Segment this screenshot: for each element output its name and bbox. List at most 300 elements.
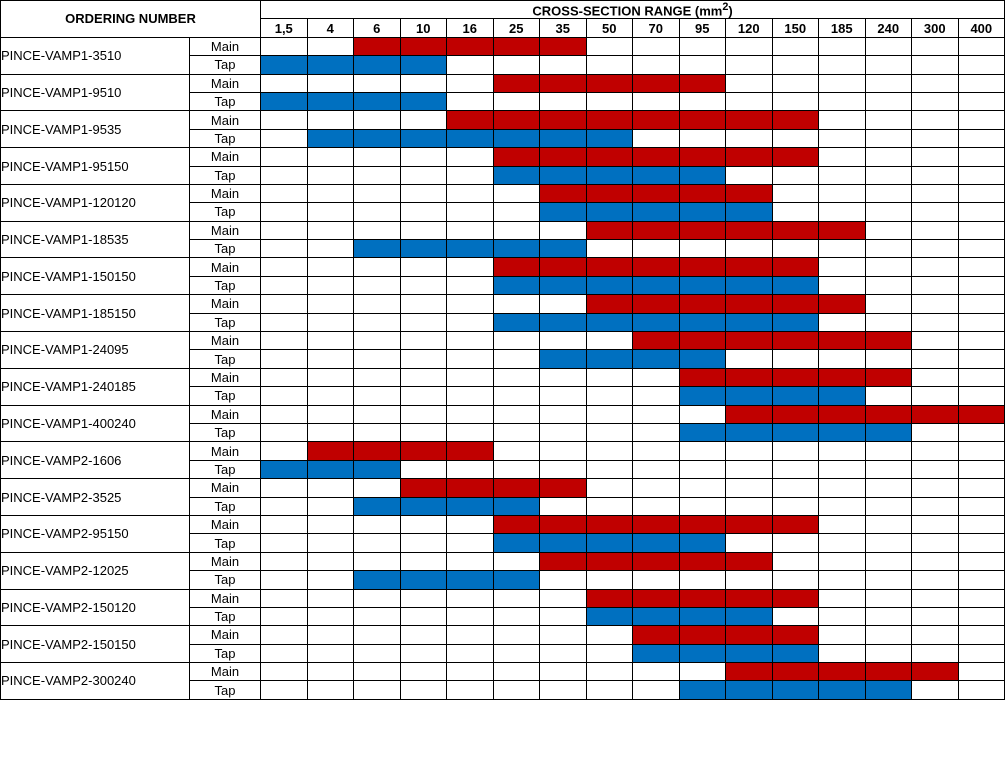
empty-cell (958, 74, 1005, 92)
empty-cell (307, 368, 354, 386)
empty-cell (307, 350, 354, 368)
main-range-cell (819, 368, 866, 386)
empty-cell (958, 589, 1005, 607)
empty-cell (307, 332, 354, 350)
tap-label: Tap (190, 534, 261, 552)
tap-range-cell (772, 644, 819, 662)
empty-cell (865, 626, 912, 644)
empty-cell (819, 166, 866, 184)
empty-cell (540, 295, 587, 313)
empty-cell (865, 350, 912, 368)
ordering-number-header: ORDERING NUMBER (1, 1, 261, 38)
empty-cell (865, 37, 912, 55)
cross-section-range-label: CROSS-SECTION RANGE (mm (532, 3, 723, 19)
main-row (1, 552, 1005, 570)
tap-range-cell (633, 644, 680, 662)
empty-cell (540, 56, 587, 74)
empty-cell (912, 644, 959, 662)
empty-cell (261, 295, 308, 313)
empty-cell (912, 276, 959, 294)
tap-range-cell (493, 313, 540, 331)
empty-cell (772, 442, 819, 460)
empty-cell (865, 203, 912, 221)
empty-cell (679, 92, 726, 110)
empty-cell (261, 332, 308, 350)
empty-cell (447, 626, 494, 644)
main-range-cell (772, 295, 819, 313)
empty-cell (865, 258, 912, 276)
empty-cell (586, 460, 633, 478)
cross-section-range-header (261, 1, 1005, 19)
empty-cell (261, 607, 308, 625)
tap-range-cell (493, 276, 540, 294)
empty-cell (493, 221, 540, 239)
empty-cell (447, 295, 494, 313)
empty-cell (261, 589, 308, 607)
empty-cell (400, 148, 447, 166)
tap-range-cell (679, 423, 726, 441)
empty-cell (958, 295, 1005, 313)
empty-cell (912, 497, 959, 515)
empty-cell (958, 111, 1005, 129)
tap-label: Tap (190, 166, 261, 184)
empty-cell (447, 56, 494, 74)
tap-label: Tap (190, 276, 261, 294)
empty-cell (354, 515, 401, 533)
empty-cell (447, 644, 494, 662)
empty-cell (958, 129, 1005, 147)
empty-cell (586, 644, 633, 662)
tap-range-cell (400, 92, 447, 110)
empty-cell (447, 552, 494, 570)
empty-cell (958, 479, 1005, 497)
empty-cell (354, 184, 401, 202)
main-row (1, 258, 1005, 276)
empty-cell (261, 663, 308, 681)
tap-range-cell (400, 240, 447, 258)
main-row (1, 368, 1005, 386)
empty-cell (447, 203, 494, 221)
main-range-cell (586, 258, 633, 276)
empty-cell (912, 92, 959, 110)
tap-range-cell (726, 644, 773, 662)
empty-cell (307, 607, 354, 625)
empty-cell (354, 368, 401, 386)
tap-label: Tap (190, 203, 261, 221)
main-label: Main (190, 479, 261, 497)
empty-cell (958, 571, 1005, 589)
tap-range-cell (726, 313, 773, 331)
main-range-cell (586, 589, 633, 607)
main-row (1, 184, 1005, 202)
empty-cell (307, 240, 354, 258)
main-range-cell (354, 442, 401, 460)
empty-cell (865, 56, 912, 74)
main-range-cell (540, 258, 587, 276)
tap-range-cell (819, 423, 866, 441)
main-label: Main (190, 626, 261, 644)
empty-cell (958, 626, 1005, 644)
empty-cell (633, 460, 680, 478)
empty-cell (726, 479, 773, 497)
tap-label: Tap (190, 607, 261, 625)
tap-range-cell (679, 313, 726, 331)
main-range-cell (726, 111, 773, 129)
tap-range-cell (400, 56, 447, 74)
empty-cell (540, 332, 587, 350)
main-range-cell (354, 37, 401, 55)
main-range-cell (772, 663, 819, 681)
empty-cell (912, 350, 959, 368)
tap-range-cell (354, 56, 401, 74)
empty-cell (958, 350, 1005, 368)
empty-cell (865, 589, 912, 607)
tap-range-cell (261, 56, 308, 74)
main-range-cell (679, 221, 726, 239)
empty-cell (307, 663, 354, 681)
empty-cell (307, 276, 354, 294)
empty-cell (865, 552, 912, 570)
tap-range-cell (261, 92, 308, 110)
empty-cell (865, 92, 912, 110)
empty-cell (819, 129, 866, 147)
tap-range-cell (633, 313, 680, 331)
main-range-cell (958, 405, 1005, 423)
main-label: Main (190, 74, 261, 92)
empty-cell (633, 663, 680, 681)
empty-cell (772, 37, 819, 55)
tap-range-cell (633, 276, 680, 294)
empty-cell (307, 258, 354, 276)
empty-cell (865, 497, 912, 515)
tap-label: Tap (190, 92, 261, 110)
empty-cell (307, 479, 354, 497)
empty-cell (261, 184, 308, 202)
empty-cell (586, 423, 633, 441)
main-range-cell (679, 552, 726, 570)
empty-cell (447, 534, 494, 552)
empty-cell (400, 313, 447, 331)
empty-cell (633, 240, 680, 258)
empty-cell (958, 148, 1005, 166)
empty-cell (261, 221, 308, 239)
empty-cell (865, 607, 912, 625)
empty-cell (261, 166, 308, 184)
empty-cell (726, 56, 773, 74)
main-row (1, 295, 1005, 313)
tap-range-cell (772, 387, 819, 405)
empty-cell (307, 295, 354, 313)
main-label: Main (190, 184, 261, 202)
empty-cell (912, 313, 959, 331)
empty-cell (400, 258, 447, 276)
empty-cell (958, 552, 1005, 570)
empty-cell (679, 56, 726, 74)
ordering-number: PINCE-VAMP2-1606 (1, 442, 190, 479)
empty-cell (912, 681, 959, 699)
empty-cell (400, 515, 447, 533)
main-range-cell (726, 626, 773, 644)
empty-cell (865, 276, 912, 294)
empty-cell (679, 460, 726, 478)
empty-cell (865, 442, 912, 460)
empty-cell (819, 460, 866, 478)
main-range-cell (865, 332, 912, 350)
size-header: 120 (726, 19, 773, 37)
main-label: Main (190, 111, 261, 129)
main-label: Main (190, 295, 261, 313)
empty-cell (772, 571, 819, 589)
empty-cell (958, 368, 1005, 386)
ordering-number: PINCE-VAMP1-24095 (1, 332, 190, 369)
empty-cell (261, 442, 308, 460)
size-header: 400 (958, 19, 1005, 37)
empty-cell (912, 607, 959, 625)
main-range-cell (679, 626, 726, 644)
tap-range-cell (307, 92, 354, 110)
empty-cell (540, 644, 587, 662)
empty-cell (912, 221, 959, 239)
empty-cell (586, 332, 633, 350)
empty-cell (493, 681, 540, 699)
empty-cell (261, 111, 308, 129)
tap-label: Tap (190, 681, 261, 699)
tap-range-cell (586, 607, 633, 625)
empty-cell (261, 37, 308, 55)
empty-cell (493, 368, 540, 386)
empty-cell (586, 442, 633, 460)
empty-cell (261, 203, 308, 221)
empty-cell (819, 552, 866, 570)
main-range-cell (679, 295, 726, 313)
empty-cell (958, 276, 1005, 294)
empty-cell (912, 74, 959, 92)
product-rows (1, 37, 1005, 699)
tap-range-cell (679, 607, 726, 625)
tap-label: Tap (190, 129, 261, 147)
main-range-cell (772, 111, 819, 129)
tap-range-cell (772, 681, 819, 699)
empty-cell (912, 552, 959, 570)
empty-cell (633, 387, 680, 405)
ordering-number: PINCE-VAMP1-240185 (1, 368, 190, 405)
empty-cell (307, 515, 354, 533)
tap-range-cell (447, 129, 494, 147)
main-range-cell (540, 479, 587, 497)
main-range-cell (865, 405, 912, 423)
empty-cell (400, 276, 447, 294)
tap-range-cell (679, 387, 726, 405)
empty-cell (726, 442, 773, 460)
empty-cell (307, 552, 354, 570)
tap-range-cell (354, 571, 401, 589)
empty-cell (586, 405, 633, 423)
header-row-1 (1, 1, 1005, 19)
main-range-cell (633, 552, 680, 570)
empty-cell (679, 442, 726, 460)
main-row (1, 515, 1005, 533)
empty-cell (540, 626, 587, 644)
empty-cell (819, 240, 866, 258)
size-header: 35 (540, 19, 587, 37)
size-header: 10 (400, 19, 447, 37)
empty-cell (261, 515, 308, 533)
empty-cell (772, 56, 819, 74)
empty-cell (354, 644, 401, 662)
tap-range-cell (540, 534, 587, 552)
empty-cell (540, 92, 587, 110)
tap-range-cell (540, 203, 587, 221)
empty-cell (354, 626, 401, 644)
empty-cell (261, 350, 308, 368)
empty-cell (958, 240, 1005, 258)
empty-cell (772, 350, 819, 368)
empty-cell (307, 203, 354, 221)
main-range-cell (586, 221, 633, 239)
empty-cell (307, 423, 354, 441)
empty-cell (772, 552, 819, 570)
main-range-cell (726, 148, 773, 166)
ordering-number: PINCE-VAMP1-150150 (1, 258, 190, 295)
main-range-cell (679, 148, 726, 166)
tap-range-cell (400, 571, 447, 589)
main-range-cell (679, 184, 726, 202)
empty-cell (726, 92, 773, 110)
empty-cell (865, 644, 912, 662)
main-row (1, 589, 1005, 607)
empty-cell (819, 534, 866, 552)
tap-range-cell (354, 129, 401, 147)
empty-cell (447, 387, 494, 405)
empty-cell (540, 405, 587, 423)
ordering-number: PINCE-VAMP2-150120 (1, 589, 190, 626)
main-range-cell (633, 295, 680, 313)
main-label: Main (190, 258, 261, 276)
empty-cell (819, 184, 866, 202)
empty-cell (865, 387, 912, 405)
empty-cell (865, 479, 912, 497)
empty-cell (354, 681, 401, 699)
empty-cell (633, 368, 680, 386)
ordering-number: PINCE-VAMP2-150150 (1, 626, 190, 663)
empty-cell (400, 166, 447, 184)
empty-cell (912, 515, 959, 533)
empty-cell (447, 515, 494, 533)
ordering-number: PINCE-VAMP1-9535 (1, 111, 190, 148)
empty-cell (400, 663, 447, 681)
empty-cell (400, 405, 447, 423)
main-range-cell (772, 148, 819, 166)
empty-cell (261, 313, 308, 331)
empty-cell (447, 148, 494, 166)
main-range-cell (726, 515, 773, 533)
ordering-number: PINCE-VAMP2-12025 (1, 552, 190, 589)
main-range-cell (540, 37, 587, 55)
main-range-cell (819, 405, 866, 423)
tap-range-cell (726, 387, 773, 405)
empty-cell (726, 350, 773, 368)
empty-cell (726, 240, 773, 258)
empty-cell (261, 644, 308, 662)
main-label: Main (190, 148, 261, 166)
empty-cell (865, 515, 912, 533)
empty-cell (447, 423, 494, 441)
empty-cell (772, 92, 819, 110)
empty-cell (400, 221, 447, 239)
empty-cell (493, 350, 540, 368)
empty-cell (633, 129, 680, 147)
main-range-cell (633, 74, 680, 92)
empty-cell (261, 423, 308, 441)
main-row (1, 148, 1005, 166)
empty-cell (540, 387, 587, 405)
empty-cell (819, 92, 866, 110)
main-range-cell (540, 184, 587, 202)
empty-cell (354, 589, 401, 607)
main-range-cell (726, 184, 773, 202)
empty-cell (447, 166, 494, 184)
empty-cell (912, 258, 959, 276)
empty-cell (772, 203, 819, 221)
tap-range-cell (493, 571, 540, 589)
empty-cell (586, 387, 633, 405)
tap-label: Tap (190, 240, 261, 258)
tap-range-cell (679, 276, 726, 294)
empty-cell (493, 460, 540, 478)
empty-cell (307, 166, 354, 184)
empty-cell (261, 497, 308, 515)
empty-cell (679, 405, 726, 423)
cross-section-range-suffix: ) (728, 3, 733, 19)
tap-label: Tap (190, 460, 261, 478)
empty-cell (540, 368, 587, 386)
empty-cell (912, 295, 959, 313)
ordering-number: PINCE-VAMP1-3510 (1, 37, 190, 74)
empty-cell (540, 497, 587, 515)
tap-label: Tap (190, 571, 261, 589)
main-range-cell (633, 332, 680, 350)
tap-range-cell (354, 92, 401, 110)
main-range-cell (540, 515, 587, 533)
empty-cell (865, 534, 912, 552)
empty-cell (679, 129, 726, 147)
empty-cell (819, 37, 866, 55)
empty-cell (493, 626, 540, 644)
empty-cell (958, 607, 1005, 625)
tap-range-cell (865, 423, 912, 441)
empty-cell (586, 663, 633, 681)
ordering-number: PINCE-VAMP1-400240 (1, 405, 190, 442)
empty-cell (586, 56, 633, 74)
empty-cell (540, 442, 587, 460)
empty-cell (400, 607, 447, 625)
empty-cell (447, 663, 494, 681)
empty-cell (772, 534, 819, 552)
empty-cell (819, 111, 866, 129)
tap-label: Tap (190, 423, 261, 441)
empty-cell (354, 607, 401, 625)
empty-cell (819, 56, 866, 74)
empty-cell (958, 663, 1005, 681)
main-range-cell (633, 184, 680, 202)
empty-cell (679, 497, 726, 515)
empty-cell (354, 313, 401, 331)
empty-cell (865, 313, 912, 331)
empty-cell (400, 460, 447, 478)
empty-cell (307, 534, 354, 552)
empty-cell (307, 111, 354, 129)
size-header: 1,5 (261, 19, 308, 37)
